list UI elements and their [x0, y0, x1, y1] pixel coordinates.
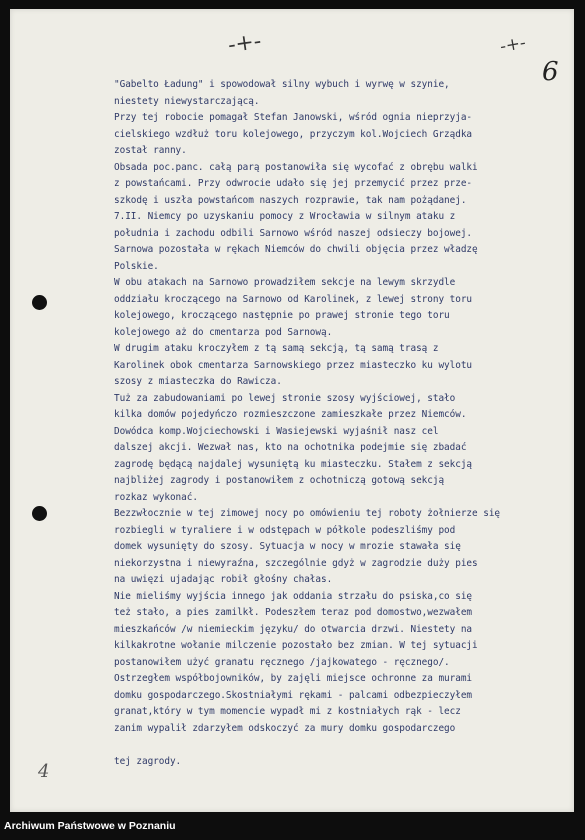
text-line: na uwięzi ujadając robił głośny chałas.: [114, 574, 333, 585]
text-line: dalszej akcji. Wezwał nas, kto na ochotnika podejmie się zbadać: [114, 442, 467, 453]
punch-hole: [32, 295, 47, 310]
text-line: mieszkańców /w niemieckim języku/ do otwarcia drzwi. Niestety na: [114, 623, 473, 635]
handwritten-mark-bottom: 4: [38, 761, 50, 782]
document-page: [10, 9, 574, 812]
text-line: Przy tej robocie pomagał Stefan Janowski, wśród ognia nieprzyja-: [114, 112, 473, 123]
text-line: oddziału kroczącego na Sarnowo od Karolinek, z lewej strony toru: [114, 293, 473, 305]
page-number: 6: [542, 57, 559, 87]
text-line: niekorzystna i niewyraźna, szczególnie gdyż w zagrodzie duży pies: [114, 557, 478, 569]
archive-label: Archiwum Państwowe w Poznaniu: [4, 820, 176, 832]
text-line: tej zagrody.: [114, 755, 182, 767]
text-line: rozbiegli w tyraliere i w odstępach w półkole podeszliśmy pod: [114, 524, 456, 536]
text-line: południa i zachodu odbili Sarnowo wśród naszej odsieczy bojowej.: [114, 227, 473, 239]
text-line: Nie mieliśmy wyjścia innego jak oddania strzału do psiska,co się: [114, 590, 473, 602]
text-line: "Gabelto Ładung" i spowodował silny wybuch i wyrwę w szynie,: [114, 79, 450, 90]
text-line: kilkakrotne wołanie milczenie pozostało bez zmian. W tej sytuacji: [114, 640, 478, 651]
text-line: Sarnowa pozostała w rękach Niemców do chwili objęcia przez władzę: [114, 244, 478, 255]
text-line: kolejowego aż do cmentarza pod Sarnową.: [114, 326, 333, 338]
text-line: domku gospodarczego.Skostniałymi rękami - palcami odbezpieczyłem: [114, 689, 473, 701]
text-line: kolejowego, kroczącego następnie po prawej stronie tego toru: [114, 310, 450, 321]
text-line: Polskie.: [114, 260, 159, 272]
text-line: Karolinek obok cmentarza Sarnowskiego przez miasteczko ku wylotu: [114, 359, 473, 371]
text-line: z powstańcami. Przy odwrocie udało się jej przemycić przez prze-: [114, 178, 473, 189]
text-line: zanim wypalił zdarzyłem odskoczyć za mury domku gospodarczego: [114, 722, 456, 734]
text-line: zagrodę będącą najdalej wysuniętą ku miasteczku. Stałem z sekcją: [114, 458, 473, 470]
text-line: niestety niewystarczającą.: [114, 95, 260, 107]
text-line: najbliżej zagrody i postanowiłem z ochotniczą gotową sekcją: [114, 475, 445, 486]
handwritten-mark-top: -+-: [226, 28, 263, 59]
text-line: domek wysunięty do szosy. Sytuacja w nocy w mrozie stawała się: [114, 541, 461, 552]
text-line: cielskiego wzdłuż toru kolejowego, przyczym kol.Wojciech Grządka: [114, 128, 473, 140]
text-line: postanowiłem użyć granatu ręcznego /jajkowatego - ręcznego/.: [114, 656, 450, 668]
archive-footer: [0, 812, 585, 840]
punch-hole: [32, 506, 47, 521]
text-line: został ranny.: [114, 145, 187, 156]
text-line: Tuż za zabudowaniami po lewej stronie szosy wyjściowej, stało: [114, 392, 456, 404]
text-line: Ostrzegłem współbojowników, by zajęli miejsce ochronne za murami: [114, 673, 473, 684]
text-line: szosy z miasteczka do Rawicza.: [114, 376, 282, 387]
handwritten-mark-right: -+-: [498, 32, 528, 58]
text-line: W obu atakach na Sarnowo prowadziłem sekcje na lewym skrzydle: [114, 277, 456, 288]
text-line: [114, 737, 554, 754]
text-line: Bezzwłocznie w tej zimowej nocy po omówieniu tej roboty żołnierze się: [114, 508, 501, 519]
text-line: szkodę i uszła powstańcom naszych rozprawie, tak nam pożądanej.: [114, 194, 467, 206]
text-line: też stało, a pies zamilkł. Podeszłem teraz pod domostwo,wezwałem: [114, 607, 473, 618]
text-line: W drugim ataku kroczyłem z tą samą sekcją, tą samą trasą z: [114, 343, 439, 354]
text-line: Dowódca komp.Wojciechowski i Wasiejewski wyjaśnił nasz cel: [114, 425, 439, 437]
text-line: 7.II. Niemcy po uzyskaniu pomocy z Wrocławia w silnym ataku z: [114, 211, 456, 222]
text-line: rozkaz wykonać.: [114, 491, 198, 503]
text-line: kilka domów pojedyńczo rozmieszczone zamieszkałe przez Niemców.: [114, 409, 467, 420]
typed-text-body: [114, 77, 554, 770]
text-line: granat,który w tym momencie wypadł mi z kostniałych rąk - lecz: [114, 706, 461, 717]
text-line: Obsada poc.panc. całą parą postanowiła się wycofać z obrębu walki: [114, 161, 478, 173]
